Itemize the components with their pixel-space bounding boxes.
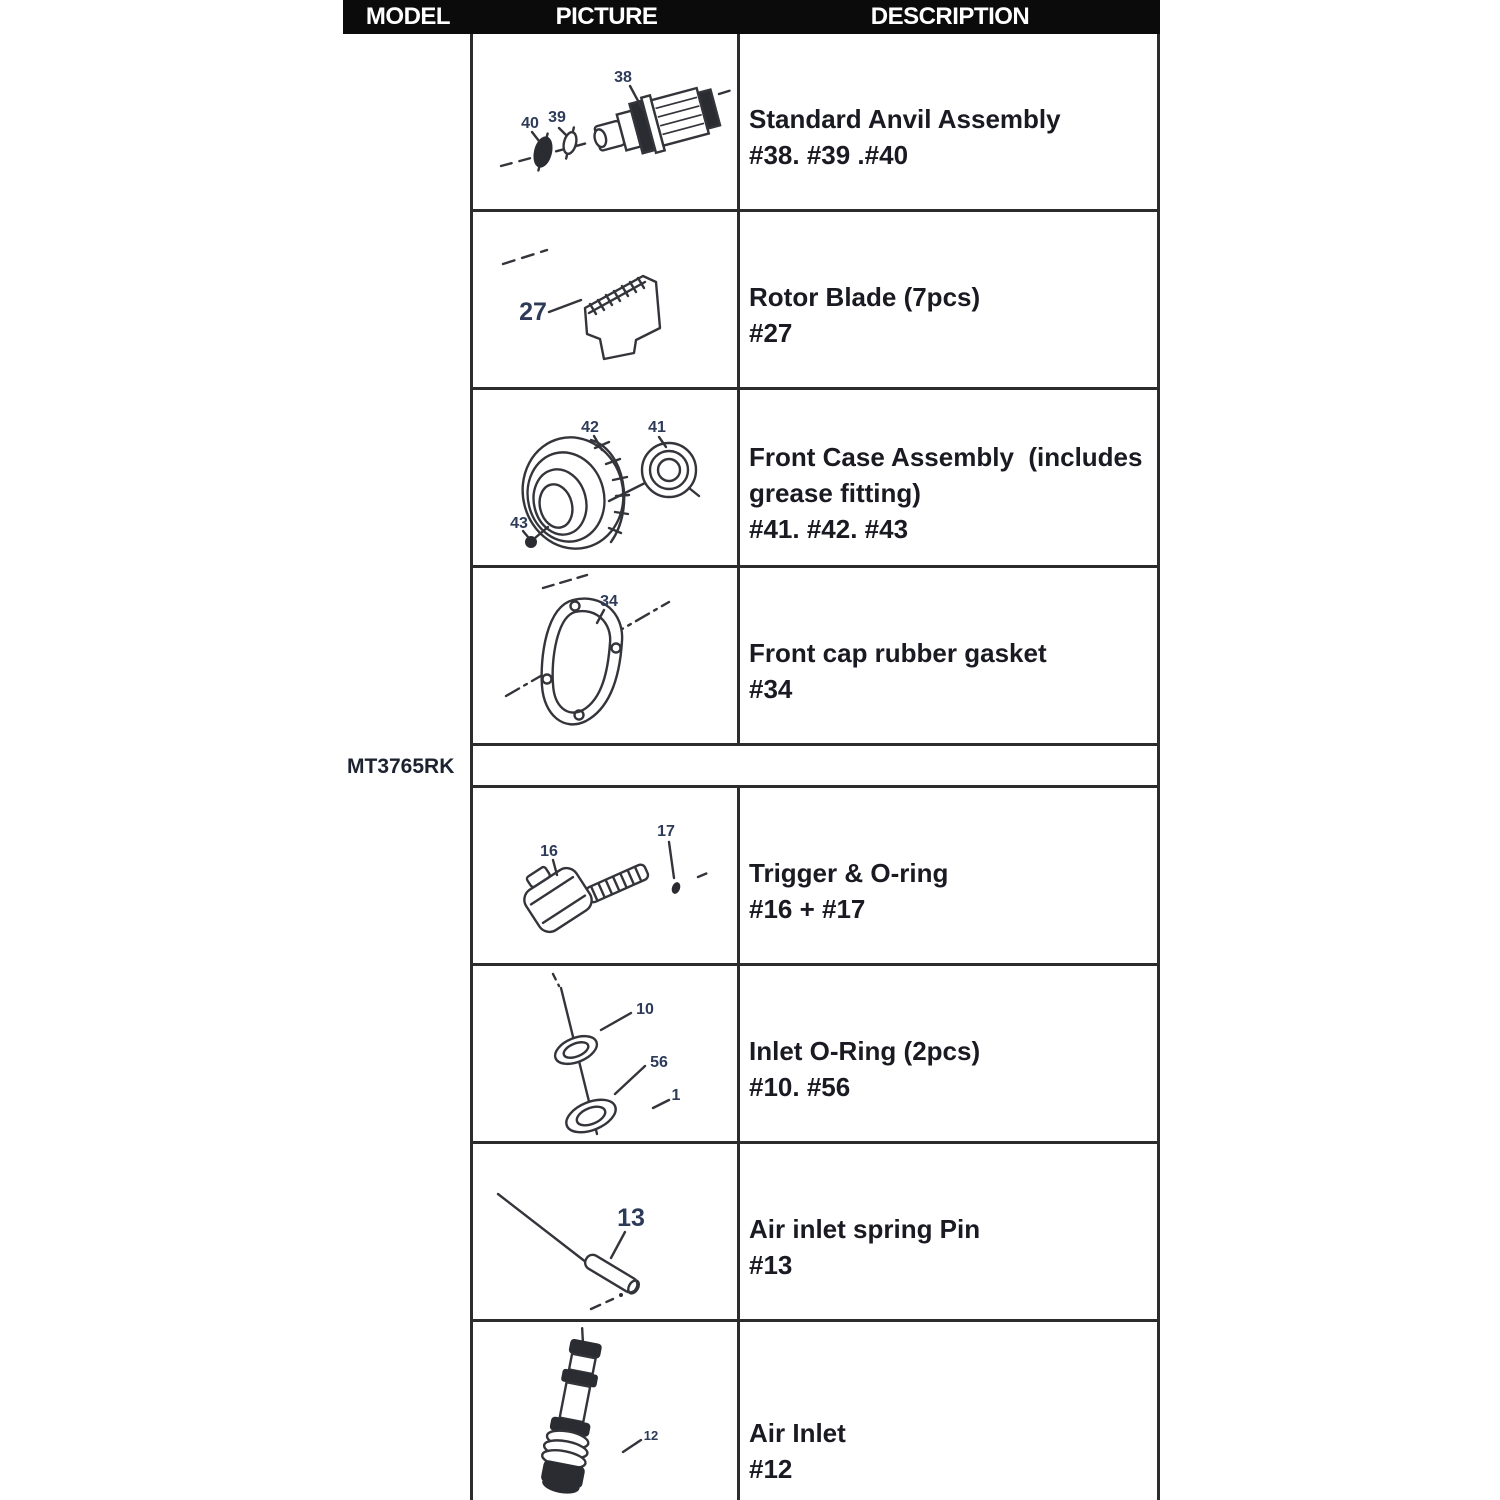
description-cell [740, 212, 1157, 387]
description-line: #12 [749, 1454, 793, 1484]
header-picture: PICTURE [555, 3, 658, 30]
description-line: #27 [749, 317, 793, 348]
callout-10: 10 [636, 1001, 654, 1018]
description-line: grease fitting) [749, 477, 921, 508]
picture-cell [473, 568, 740, 743]
description-line: Air inlet spring Pin [749, 1213, 981, 1244]
model-number: MT3765RK [347, 755, 455, 778]
picture-cell [473, 966, 740, 1141]
callout-43: 43 [510, 515, 528, 532]
callout-12: 12 [643, 1428, 659, 1443]
callout-16: 16 [540, 843, 558, 860]
description-line: Inlet O-Ring (2pcs) [749, 1035, 981, 1066]
description-line: Front cap rubber gasket [749, 637, 1047, 668]
description-line: Standard Anvil Assembly [749, 103, 1061, 134]
air-inlet-drawing [473, 1322, 737, 1500]
description-line: Rotor Blade (7pcs) [749, 281, 981, 312]
spring-pin-drawing [473, 1144, 737, 1319]
callout-27: 27 [519, 298, 547, 326]
table-row [473, 390, 1157, 568]
description-cell [740, 34, 1157, 209]
parts-table [343, 0, 1160, 1500]
description-line: Air Inlet [749, 1418, 846, 1448]
callout-41: 41 [648, 419, 666, 436]
inlet-o-ring-drawing [473, 966, 737, 1141]
header-description: DESCRIPTION [870, 3, 1030, 30]
picture-cell [473, 1144, 740, 1319]
description-cell [740, 390, 1157, 565]
description-line: #41. #42. #43 [749, 513, 909, 544]
description-line: #16 + #17 [749, 893, 866, 924]
table-row [473, 568, 1157, 746]
description-line: #38. #39 .#40 [749, 139, 909, 170]
description-cell [740, 1322, 1157, 1500]
table-row [473, 966, 1157, 1144]
description-cell [740, 1144, 1157, 1319]
table-row [473, 1144, 1157, 1322]
description-line: Front Case Assembly (includes [749, 441, 1143, 472]
picture-cell [473, 1322, 740, 1500]
callout-1: 1 [671, 1087, 681, 1104]
description-line: #13 [749, 1249, 793, 1280]
table-row [473, 1322, 1157, 1500]
picture-cell [473, 212, 740, 387]
description-cell [740, 966, 1157, 1141]
table-body [343, 34, 1160, 1500]
description-line: #10. #56 [749, 1071, 851, 1102]
picture-cell [473, 788, 740, 963]
picture-cell [473, 34, 740, 209]
callout-13: 13 [617, 1204, 645, 1232]
table-header-row [343, 0, 1160, 34]
picture-cell [473, 390, 740, 565]
callout-34: 34 [600, 593, 618, 610]
front-case-drawing [473, 390, 737, 565]
callout-40: 40 [521, 115, 539, 132]
anvil-assembly-drawing [473, 34, 737, 209]
description-line: Trigger & O-ring [749, 857, 949, 888]
model-cell [343, 34, 473, 1500]
table-rows [473, 34, 1160, 1500]
description-cell [740, 788, 1157, 963]
callout-42: 42 [581, 419, 599, 436]
callout-17: 17 [657, 823, 675, 840]
header-model: MODEL [365, 3, 451, 30]
trigger-drawing [473, 788, 737, 963]
gasket-drawing [473, 568, 737, 743]
callout-39: 39 [548, 109, 566, 126]
callout-38: 38 [614, 69, 632, 86]
description-cell [740, 568, 1157, 743]
description-line: #34 [749, 673, 793, 704]
rotor-blade-drawing [473, 212, 737, 387]
callout-56: 56 [650, 1054, 668, 1071]
spacer-row [473, 746, 1157, 788]
table-row [473, 34, 1157, 212]
table-row [473, 788, 1157, 966]
table-row [473, 212, 1157, 390]
